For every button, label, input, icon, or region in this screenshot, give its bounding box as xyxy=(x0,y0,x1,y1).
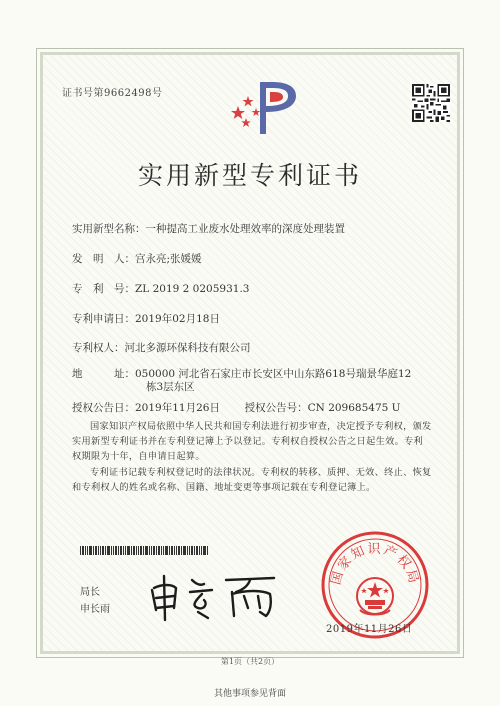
barcode-icon xyxy=(80,546,208,555)
utility-model-name-value: 一种提高工业废水处理效率的深度处理装置 xyxy=(145,223,345,235)
address-value-line1: 050000 河北省石家庄市长安区中山东路618号瑞景华庭12 xyxy=(135,368,412,380)
qr-code-icon xyxy=(412,84,450,122)
seal-date: 2019年11月26日 xyxy=(326,624,413,635)
address-label: 地 址： xyxy=(72,368,135,380)
inventor-row xyxy=(72,251,202,266)
filing-date-row xyxy=(72,311,220,326)
address-value-line2: 栋3层东区 xyxy=(146,381,195,393)
patent-number-row xyxy=(72,281,249,296)
signature-image xyxy=(146,572,284,622)
utility-model-name-row xyxy=(72,221,345,236)
grant-number-value: CN 209685475 U xyxy=(307,402,401,414)
grant-row xyxy=(72,400,401,415)
inventor-value: 宫永亮;张媛媛 xyxy=(135,253,202,265)
patent-number-value: ZL 2019 2 0205931.3 xyxy=(135,283,250,295)
patentee-label: 专利权人： xyxy=(72,342,125,354)
certificate-title: 实用新型专利证书 xyxy=(137,161,362,190)
grant-number-label: 授权公告号： xyxy=(244,402,308,414)
seal-text: 国家知识产权局 xyxy=(328,542,422,587)
filing-date-value: 2019年02月18日 xyxy=(135,313,220,325)
signatory-title: 局长 xyxy=(80,587,100,598)
utility-model-name-label: 实用新型名称： xyxy=(72,223,146,235)
inventor-label: 发 明 人： xyxy=(72,253,135,265)
signatory-name: 申长雨 xyxy=(80,604,110,615)
cnipa-logo-icon xyxy=(226,76,300,140)
patent-number-label: 专 利 号： xyxy=(72,283,135,295)
filing-date-label: 专利申请日： xyxy=(72,313,135,325)
grant-date-label: 授权公告日： xyxy=(72,402,135,414)
national-emblem-icon xyxy=(357,578,393,615)
grant-statement-paragraph: 国家知识产权局依照中华人民共和国专利法进行初步审查，决定授予专利权，颁发实用新型专利证书并在专利登记簿上予以登记。专利权自授权公告之日起生效。专利权期限为十年，自申请日起算。 xyxy=(72,421,432,462)
address-row xyxy=(72,366,411,381)
page-indicator: 第1页（共2页） xyxy=(220,657,280,666)
footer-note: 其他事项参见背面 xyxy=(213,689,286,699)
legal-status-paragraph: 专利证书记载专利权登记时的法律状况。专利权的转移、质押、无效、终止、恢复和专利权人的姓名或名称、国籍、地址变更等事项记载在专利登记簿上。 xyxy=(72,467,432,493)
patentee-row xyxy=(72,340,251,355)
patentee-value: 河北多源环保科技有限公司 xyxy=(124,342,251,354)
certificate-number: 证书号第9662498号 xyxy=(62,88,163,99)
grant-date-value: 2019年11月26日 xyxy=(135,402,220,414)
